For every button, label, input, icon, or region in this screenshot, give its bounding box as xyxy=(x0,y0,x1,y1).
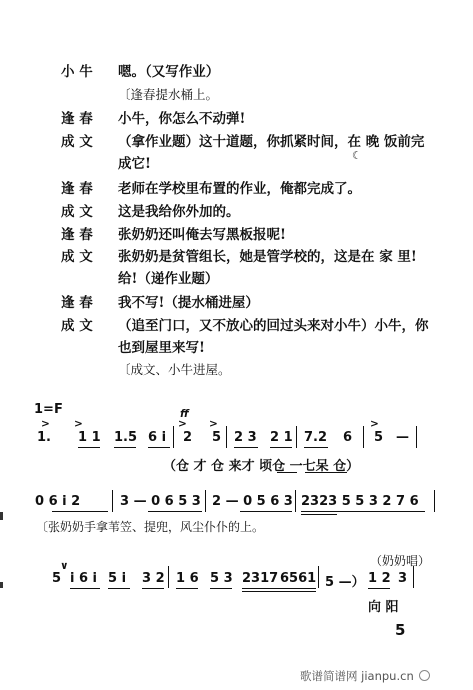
note: 2 1 xyxy=(270,430,293,445)
underline-beam xyxy=(176,588,198,589)
bar-line xyxy=(318,566,319,588)
bar-line xyxy=(173,426,174,448)
script-line xyxy=(0,153,473,175)
line-text: 小牛，你怎么不动弹! xyxy=(118,111,246,127)
note: 3 — 0 6 5 3 xyxy=(120,494,201,509)
note: 1. xyxy=(37,430,51,445)
speaker: 小 牛 xyxy=(61,64,93,80)
percussion-syllables: （仓 才 仓 来才 顷仓 一七呆 仓） xyxy=(163,459,360,474)
script-line xyxy=(0,178,473,200)
note: 7.2 xyxy=(304,430,328,445)
bar-line xyxy=(295,490,296,512)
note: 5 3 xyxy=(210,571,233,586)
bar-line xyxy=(168,566,169,588)
line-text: 也到屋里来写! xyxy=(118,340,205,356)
handwritten-mark-icon: ☾ xyxy=(352,149,362,162)
script-line xyxy=(0,315,473,337)
script-line xyxy=(0,201,473,223)
note: 5 xyxy=(212,430,222,445)
accent-icon: > xyxy=(74,418,83,430)
note: 2 3 xyxy=(234,430,257,445)
underline-beam xyxy=(368,588,390,589)
line-text: （追至门口，又不放心的回过头来对小牛）小牛，你 xyxy=(118,318,429,334)
note: i 6 i xyxy=(70,571,98,586)
bar-line xyxy=(296,426,297,448)
speaker: 成 文 xyxy=(61,249,93,265)
underline-beam xyxy=(114,447,136,448)
speaker: 逢 春 xyxy=(61,111,93,127)
script-line xyxy=(0,359,473,381)
underline-beam xyxy=(70,588,100,589)
speaker: 逢 春 xyxy=(61,227,93,243)
line-text: 这是我给你外加的。 xyxy=(118,204,240,220)
note: 0 6 i 2 xyxy=(35,494,81,509)
watermark-text: 歌谱简谱网 jianpu.cn xyxy=(300,669,414,683)
underline-beam xyxy=(234,447,258,448)
script-line xyxy=(0,246,473,268)
lyrics: 向 阳 xyxy=(368,600,399,615)
bar-line xyxy=(112,490,113,512)
note: 5 xyxy=(52,571,62,586)
underline-beam xyxy=(108,588,130,589)
note: 2 xyxy=(183,430,193,445)
note: 3 2 xyxy=(142,571,165,586)
underline-beam xyxy=(78,447,100,448)
note: 2 — 0 5 6 3 xyxy=(212,494,293,509)
key-signature: 1=F xyxy=(34,402,63,417)
line-text: 老师在学校里布置的作业，俺都完成了。 xyxy=(118,181,361,197)
underline-beam xyxy=(148,447,170,448)
note: — xyxy=(396,430,409,445)
line-text: 给!（递作业题） xyxy=(118,271,219,287)
bar-line xyxy=(226,426,227,448)
bar-line xyxy=(363,426,364,448)
breath-mark-icon: ∨ xyxy=(60,560,69,572)
dynamic-marking: ff xyxy=(180,408,189,420)
accent-icon: > xyxy=(178,418,187,430)
underline-beam xyxy=(52,511,108,512)
bar-line xyxy=(205,490,206,512)
speaker: 逢 春 xyxy=(61,181,93,197)
underline-beam xyxy=(242,591,316,592)
underline-beam xyxy=(240,511,292,512)
underline-beam xyxy=(301,511,425,512)
accent-icon: > xyxy=(370,418,379,430)
stage-direction: 〔逢春提水桶上。 xyxy=(118,87,219,102)
site-watermark xyxy=(300,668,430,684)
note: 1 6 xyxy=(176,571,199,586)
line-text: （拿作业题）这十道题，你抓紧时间，在 晚 饭前完 xyxy=(118,134,425,150)
underline-beam xyxy=(270,447,292,448)
line-text: 成它! xyxy=(118,156,151,172)
line-text: 我不写!（提水桶进屋） xyxy=(118,295,259,311)
stage-direction: 〔成文、小牛进屋。 xyxy=(118,362,231,377)
underline-beam xyxy=(301,514,337,515)
note: 5 xyxy=(374,430,384,445)
script-line xyxy=(0,337,473,359)
stage-direction: 〔张奶奶手拿苇笠、提兜，风尘仆仆的上。 xyxy=(36,520,265,534)
speaker: 成 文 xyxy=(61,204,93,220)
page-number: 5 xyxy=(395,621,406,639)
bar-line xyxy=(416,426,417,448)
underline-beam xyxy=(210,588,232,589)
singer-label: （奶奶唱） xyxy=(370,554,431,568)
underline-beam xyxy=(242,588,316,589)
note: 1.5 xyxy=(114,430,138,445)
script-line xyxy=(0,131,473,153)
accent-icon: > xyxy=(41,418,50,430)
note: 1 2 xyxy=(368,571,391,586)
script-line xyxy=(0,61,473,83)
script-line xyxy=(0,224,473,246)
note: 6561 xyxy=(280,571,317,586)
line-text: 嗯。（又写作业） xyxy=(118,64,220,80)
note: 5 —） xyxy=(325,575,365,590)
note: 6 i xyxy=(148,430,167,445)
note: 2317 xyxy=(242,571,279,586)
speaker: 逢 春 xyxy=(61,295,93,311)
note: 6 xyxy=(343,430,353,445)
script-line xyxy=(0,108,473,130)
underline-beam xyxy=(142,588,164,589)
watermark-logo-icon xyxy=(419,670,430,681)
script-line xyxy=(0,292,473,314)
speaker: 成 文 xyxy=(61,318,93,334)
underline-beam xyxy=(277,472,297,473)
line-text: 张奶奶是贫管组长，她是管学校的，这是在 家 里! xyxy=(118,249,417,265)
speaker: 成 文 xyxy=(61,134,93,150)
note: 5 i xyxy=(108,571,127,586)
underline-beam xyxy=(148,511,202,512)
accent-icon: > xyxy=(209,418,218,430)
note: 1 1 xyxy=(78,430,101,445)
underline-beam xyxy=(304,447,328,448)
underline-beam xyxy=(305,472,347,473)
bar-line xyxy=(434,490,435,512)
scan-edge-mark xyxy=(0,582,3,588)
note: 2323 5 5 3 2 7 6 xyxy=(301,494,419,509)
script-line xyxy=(0,268,473,290)
script-line xyxy=(0,84,473,106)
scan-edge-mark xyxy=(0,512,3,520)
bar-line xyxy=(413,566,414,588)
line-text: 张奶奶还叫俺去写黑板报呢! xyxy=(118,227,286,243)
note: 3 xyxy=(398,571,408,586)
